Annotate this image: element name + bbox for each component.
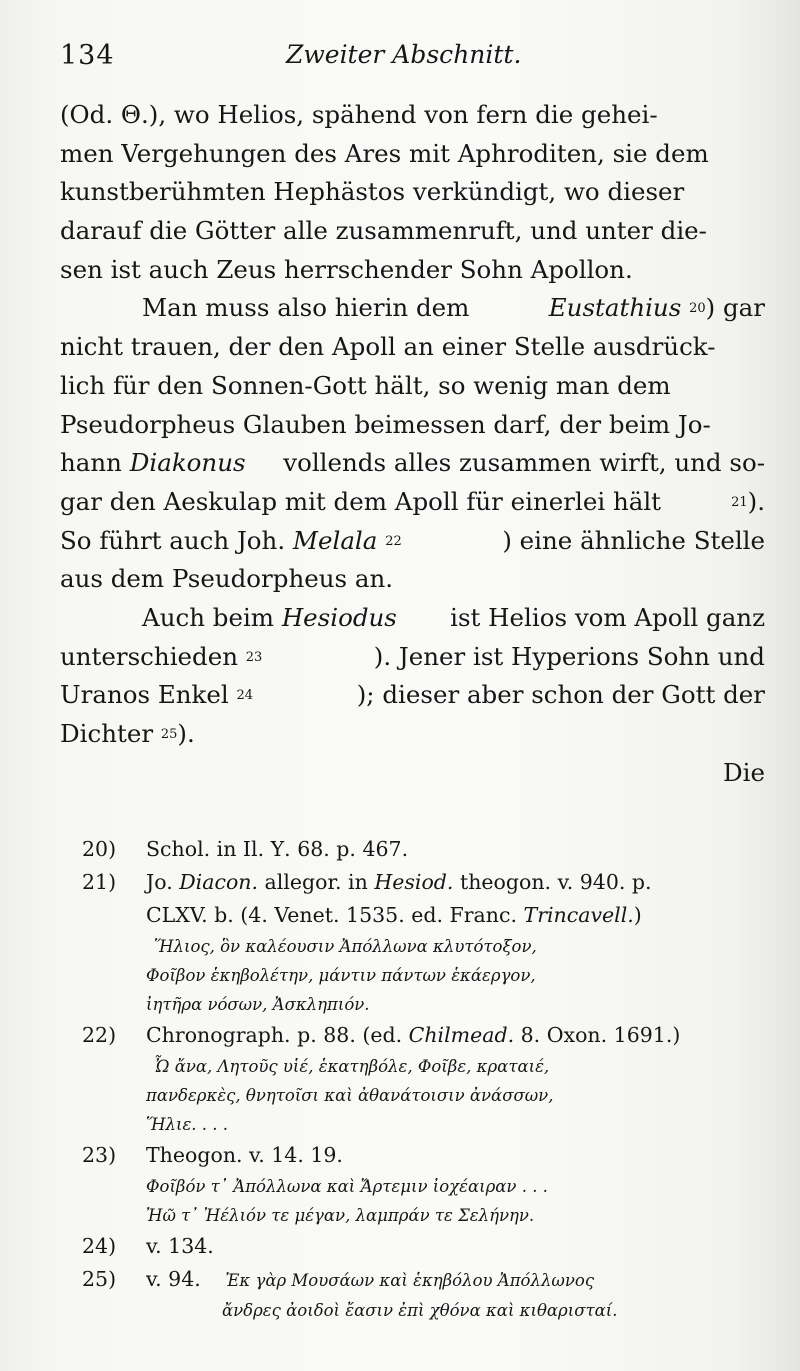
footnote-20: 20) Schol. in Il. Υ. 68. p. 467. xyxy=(82,833,772,866)
catchword: Die xyxy=(723,757,765,787)
footnote-ref: 21 xyxy=(731,494,748,510)
footnotes xyxy=(82,833,772,1325)
author-name: Diakonus xyxy=(129,448,246,478)
author-name: Hesiodus xyxy=(281,602,397,632)
greek-quote: Ὦ ἄνα, Λητοῦς υἱέ, ἑκατηβόλε, Φοῖβε, κραταιέ, xyxy=(154,1057,550,1076)
footnote-number: 23) xyxy=(82,1143,117,1167)
text-line: Pseudorpheus Glauben beimessen darf, der beim Jo- xyxy=(60,409,711,439)
footnote-number: 25) xyxy=(82,1267,117,1291)
text-line: darauf die Götter alle zusammenruft, und unter die- xyxy=(60,216,707,246)
text-line: unterschieden $^{23}$ ). Jener ist Hyperions Sohn und xyxy=(60,641,765,671)
page-number: 134 xyxy=(60,40,115,71)
main-text xyxy=(60,96,765,792)
footnote-21: 21) Jo. Diacon. allegor. in Hesiod. theogon. v. 940. p. CLXV. b. (4. Venet. 1535. ed. Franc. Trincavell.) Ἥλιος, ὃν καλέουσιν Ἀπόλλωνα κλυτότοξον, Φοῖβον ἑκηβολέτην, μάντιν πάντων ἑκάεργον, ἰητῆρα νόσων, Ἀσκληπιόν. xyxy=(82,866,772,1019)
text-line: sen ist auch Zeus herrschender Sohn Apollon. xyxy=(60,254,633,284)
text-line: kunstberühmten Hephästos verkündigt, wo dieser xyxy=(60,177,685,207)
greek-quote: Ἥλιος, ὃν καλέουσιν Ἀπόλλωνα κλυτότοξον, xyxy=(154,937,537,956)
text-line: gar den Aeskulap mit dem Apoll für einerlei hält $^{21}$). xyxy=(60,486,765,516)
greek-quote: ἄνδρες ἀοιδοὶ ἔασιν ἐπὶ χθόνα καὶ κιθαρισταί. xyxy=(222,1301,618,1320)
text-line: men Vergehungen des Ares mit Aphroditen, sie dem xyxy=(60,138,709,168)
text-line: nicht trauen, der den Apoll an einer Stelle ausdrück- xyxy=(60,332,716,362)
greek-quote: Φοῖβόν τ᾽ Ἀπόλλωνα καὶ Ἄρτεμιν ἰοχέαιραν . . . xyxy=(146,1177,548,1196)
footnote-24: 24) v. 134. xyxy=(82,1230,772,1263)
footnote-ref: 20 xyxy=(689,301,706,317)
text-line: Auch beim Hesiodus ist Helios vom Apoll ganz xyxy=(60,599,765,638)
text-line: lich für den Sonnen-Gott hält, so wenig man dem xyxy=(60,370,671,400)
running-head: Zweiter Abschnitt. xyxy=(286,40,522,69)
footnote-ref: 23 xyxy=(245,649,263,665)
footnote-ref: 22 xyxy=(385,533,402,549)
greek-quote: Ἥλιε. . . . xyxy=(146,1115,229,1134)
text-line: Dichter $^{25}$). xyxy=(60,719,195,748)
text-line: (Od. Θ.), wo Helios, spähend von fern die gehei- xyxy=(60,100,658,129)
text-line: hann Diakonus vollends alles zusammen wirft, und so- xyxy=(60,444,765,483)
greek-quote: Ἐκ γὰρ Μουσάων καὶ ἑκηβόλου Ἀπόλλωνος xyxy=(225,1271,595,1290)
footnote-23: 23) Theogon. v. 14. 19. Φοῖβόν τ᾽ Ἀπόλλωνα καὶ Ἄρτεμιν ἰοχέαιραν . . . Ἠῶ τ᾽ Ἠέλιόν τε μέγαν, λαμπράν τε Σελήνην. xyxy=(82,1139,772,1230)
text-line: Man muss also hierin dem Eustathius $^{20}$) gar xyxy=(60,289,765,328)
text-line: aus dem Pseudorpheus an. xyxy=(60,564,394,594)
greek-quote: Φοῖβον ἑκηβολέτην, μάντιν πάντων ἑκάεργον, xyxy=(146,966,536,985)
page-header xyxy=(60,32,760,76)
text-line: Uranos Enkel $^{24}$ ); dieser aber schon der Gott der xyxy=(60,680,765,710)
greek-quote: πανδερκὲς, θνητοῖσι καὶ ἀθανάτοισιν ἀνάσσων, xyxy=(146,1086,554,1105)
author-name: Melala xyxy=(292,525,378,555)
footnote-25: 25) v. 94. Ἐκ γὰρ Μουσάων καὶ ἑκηβόλου Ἀπόλλωνος ἄνδρες ἀοιδοὶ ἔασιν ἐπὶ χθόνα καὶ κιθαρισταί. xyxy=(82,1263,772,1325)
text-line: So führt auch Joh. Melala $^{22}$ ) eine ähnliche Stelle xyxy=(60,522,765,561)
greek-quote: Ἠῶ τ᾽ Ἠέλιόν τε μέγαν, λαμπράν τε Σελήνην. xyxy=(146,1206,535,1225)
footnote-number: 20) xyxy=(82,837,117,861)
author-name: Eustathius xyxy=(548,293,682,323)
footnote-number: 22) xyxy=(82,1023,117,1047)
footnote-ref: 24 xyxy=(236,688,254,704)
footnote-number: 24) xyxy=(82,1234,117,1258)
footnote-22: 22) Chronograph. p. 88. (ed. Chilmead. 8. Oxon. 1691.) Ὦ ἄνα, Λητοῦς υἱέ, ἑκατηβόλε, Φοῖβε, κραταιέ, πανδερκὲς, θνητοῖσι καὶ ἀθανάτοισιν ἀνάσσων, Ἥλιε. . . . xyxy=(82,1019,772,1139)
footnote-number: 21) xyxy=(82,870,117,894)
greek-quote: ἰητῆρα νόσων, Ἀσκληπιόν. xyxy=(146,995,370,1014)
footnote-ref: 25 xyxy=(160,727,178,742)
